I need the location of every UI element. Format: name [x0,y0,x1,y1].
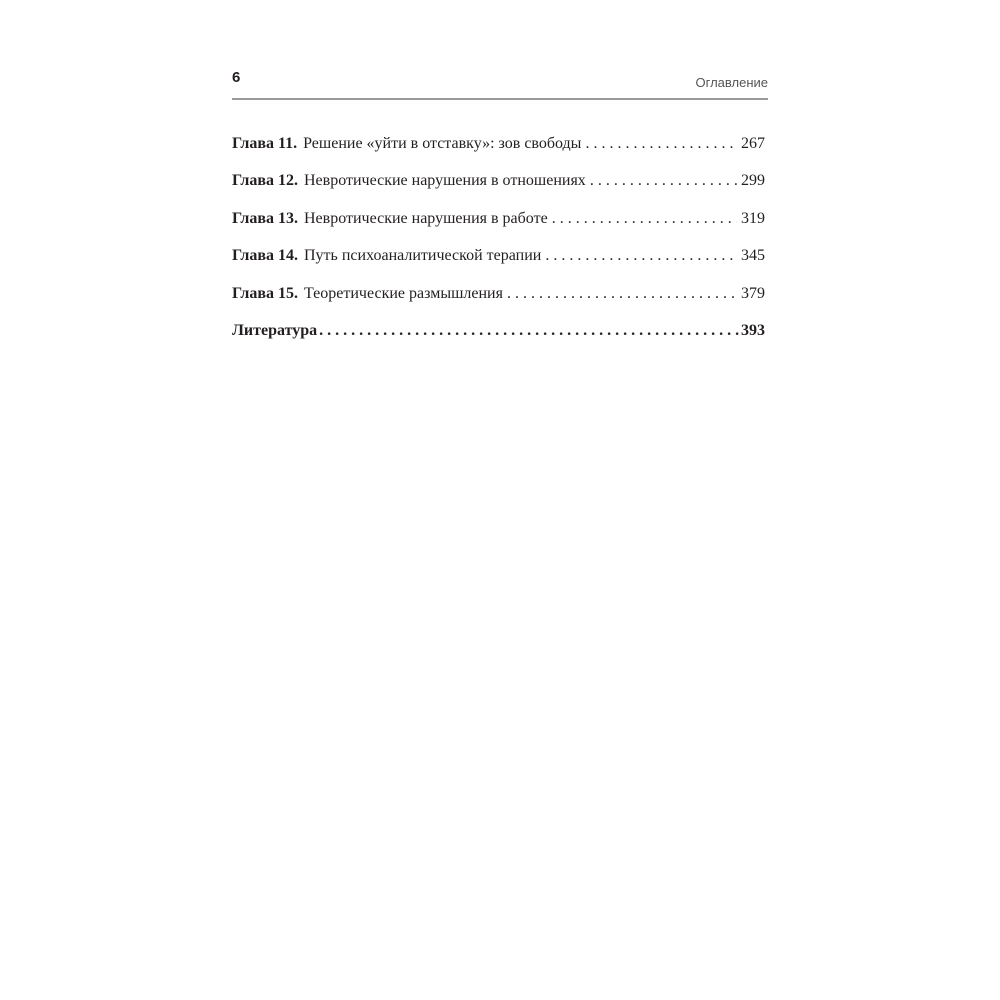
toc-page-number: 267 [741,135,765,152]
dot-leader [507,283,737,305]
toc-chapter-title: Невротические нарушения в работе [304,209,548,227]
table-of-contents [232,133,765,357]
toc-chapter-title: Решение «уйти в отставку»: зов свободы [303,135,582,152]
running-head: Оглавление [695,75,768,90]
dot-leader [585,133,737,155]
toc-entry-chapter-14[interactable] [232,245,765,282]
toc-chapter-label: Глава 11. [232,135,298,152]
toc-entry-chapter-13[interactable] [232,208,765,245]
toc-page-number: 393 [741,321,765,339]
toc-entry-chapter-12[interactable] [232,170,765,207]
dot-leader [319,320,739,342]
toc-chapter-label: Глава 15. [232,284,298,302]
dot-leader [590,170,737,192]
toc-literature-title: Литература [232,321,318,339]
toc-page-number: 319 [741,209,765,227]
toc-chapter-label: Глава 13. [232,209,298,227]
toc-page-number: 379 [741,284,765,302]
toc-chapter-title: Невротические нарушения в отношениях [304,172,586,190]
page-number: 6 [232,69,241,86]
dot-leader [552,208,737,230]
toc-entry-chapter-15[interactable] [232,283,765,320]
dot-leader [545,245,737,267]
toc-page-number: 299 [741,172,765,190]
toc-chapter-title: Теоретические размышления [304,284,503,302]
toc-entry-chapter-11[interactable] [232,133,765,170]
toc-chapter-label: Глава 14. [232,247,298,265]
toc-page-number: 345 [741,247,765,265]
page-header [232,66,768,100]
toc-entry-literature[interactable] [232,320,765,357]
toc-chapter-label: Глава 12. [232,172,298,190]
toc-chapter-title: Путь психоаналитической терапии [304,247,542,265]
